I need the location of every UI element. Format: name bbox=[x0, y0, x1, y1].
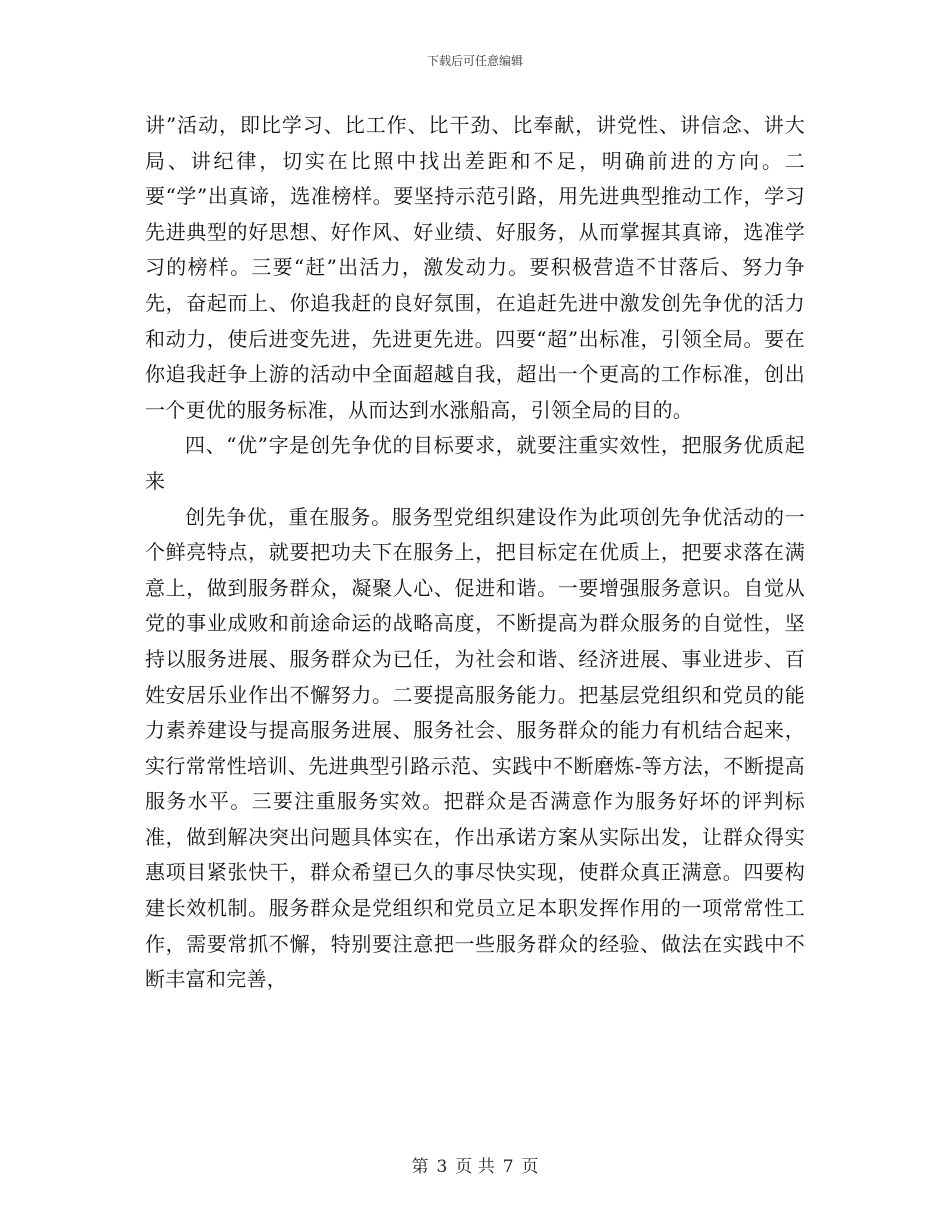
page-footer bbox=[0, 1152, 950, 1177]
page-label-prefix: 第 bbox=[411, 1157, 429, 1177]
page-number-total: 7 bbox=[502, 1157, 514, 1177]
body-paragraph-service: 创先争优，重在服务。服务型党组织建设作为此项创先争优活动的一个鲜亮特点，就要把功夫下在服务上，把目标定在优质上，把要求落在满意上，做到服务群众，凝聚人心、促进和谐。一要增强服务意识。自觉从党的事业成败和前途命运的战略高度，不断提高为群众服务的自觉性，坚持以服务进展、服务群众为已任，为社会和谐、经济进展、事业进步、百姓安居乐业作出不懈努力。二要提高服务能力。把基层党组织和党员的能力素养建设与提高服务进展、服务社会、服务群众的能力有机结合起来，实行常常性培训、先进典型引路示范、实践中不断磨炼-等方法，不断提高服务水平。三要注重服务实效。把群众是否满意作为服务好坏的评判标准，做到解决突出问题具体实在，作出承诺方案从实际出发，让群众得实惠项目紧张快干，群众希望已久的事尽快实现，使群众真正满意。四要构建长效机制。服务群众是党组织和党员立足本职发挥作用的一项常常性工作，需要常抓不懈，特别要注意把一些服务群众的经验、做法在实践中不断丰富和完善， bbox=[145, 504, 805, 992]
page-label-suffix: 页 bbox=[521, 1157, 539, 1177]
document-body bbox=[145, 108, 805, 998]
page-number-current: 3 bbox=[436, 1157, 448, 1177]
section-heading-four: 四、“优”字是创先争优的目标要求，就要注重实效性，把服务优质起来 bbox=[145, 433, 805, 493]
page-header-note: 下载后可任意编辑 bbox=[426, 54, 523, 68]
body-paragraph-continuation: 讲”活动，即比学习、比工作、比干劲、比奉献，讲党性、讲信念、讲大局、讲纪律，切实在比照中找出差距和不足，明确前进的方向。二要“学”出真谛，选准榜样。要坚持示范引路，用先进典型推动工作，学习先进典型的好思想、好作风、好业绩、好服务，从而掌握其真谛，选准学习的榜样。三要“赶”出活力，激发动力。要积极营造不甘落后、努力争先，奋起而上、你追我赶的良好氛围，在追赶先进中激发创先争优的活力和动力，使后进变先进，先进更先进。四要“超”出标准，引领全局。要在你追我赶争上游的活动中全面超越自我，超出一个更高的工作标准，创出一个更优的服务标准，从而达到水涨船高，引领全局的目的。 bbox=[145, 113, 805, 422]
page-label-mid: 页 共 bbox=[455, 1157, 495, 1177]
